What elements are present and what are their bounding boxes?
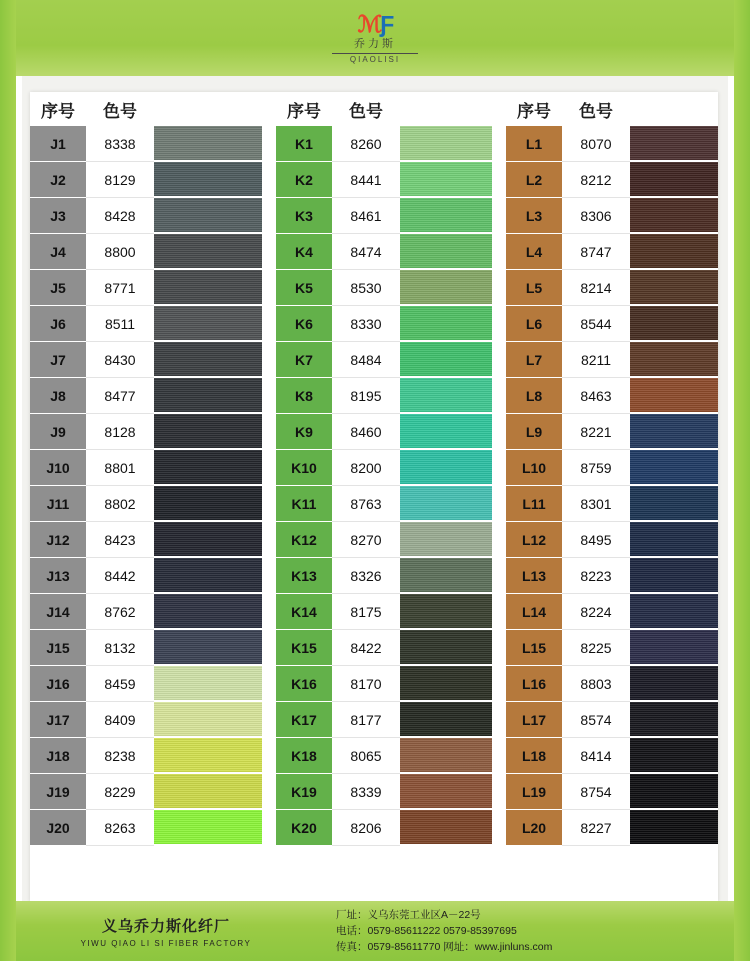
- cell-index: J3: [30, 198, 86, 234]
- logo-divider: [332, 53, 418, 54]
- swatch-columns: [30, 92, 718, 902]
- color-swatch: [630, 414, 718, 450]
- color-swatch: [154, 522, 262, 558]
- table-row[interactable]: [30, 558, 262, 594]
- color-swatch: [400, 378, 492, 414]
- table-row[interactable]: [276, 234, 492, 270]
- table-row[interactable]: [276, 702, 492, 738]
- column-j: [30, 92, 262, 902]
- color-swatch: [630, 630, 718, 666]
- table-row[interactable]: [506, 270, 718, 306]
- color-swatch: [154, 630, 262, 666]
- cell-index: J5: [30, 270, 86, 306]
- table-row[interactable]: [276, 162, 492, 198]
- cell-color-code: 8803: [562, 666, 630, 702]
- cell-index: L19: [506, 774, 562, 810]
- cell-index: L10: [506, 450, 562, 486]
- cell-color-code: 8461: [332, 198, 400, 234]
- cell-color-code: 8170: [332, 666, 400, 702]
- cell-index: L7: [506, 342, 562, 378]
- color-swatch: [154, 774, 262, 810]
- table-row[interactable]: [506, 126, 718, 162]
- color-swatch: [154, 450, 262, 486]
- cell-color-code: 8238: [86, 738, 154, 774]
- color-swatch: [400, 162, 492, 198]
- table-row[interactable]: [276, 126, 492, 162]
- table-row[interactable]: [30, 126, 262, 162]
- table-row[interactable]: [30, 378, 262, 414]
- cell-index: L18: [506, 738, 562, 774]
- table-row[interactable]: [276, 738, 492, 774]
- cell-color-code: 8132: [86, 630, 154, 666]
- cell-color-code: 8428: [86, 198, 154, 234]
- cell-color-code: 8460: [332, 414, 400, 450]
- table-row[interactable]: [30, 270, 262, 306]
- cell-color-code: 8762: [86, 594, 154, 630]
- table-row[interactable]: [276, 666, 492, 702]
- cell-color-code: 8200: [332, 450, 400, 486]
- table-row[interactable]: [506, 522, 718, 558]
- table-row[interactable]: [276, 198, 492, 234]
- cell-color-code: 8771: [86, 270, 154, 306]
- header-label-no: 序号: [517, 101, 551, 121]
- footer-company-en: YIWU QIAO LI SI FIBER FACTORY: [80, 938, 252, 948]
- header-band: [16, 0, 734, 76]
- color-swatch: [400, 702, 492, 738]
- color-swatch: [630, 774, 718, 810]
- table-row[interactable]: [506, 666, 718, 702]
- cell-color-code: 8802: [86, 486, 154, 522]
- cell-color-code: 8747: [562, 234, 630, 270]
- cell-color-code: 8544: [562, 306, 630, 342]
- cell-color-code: 8263: [86, 810, 154, 846]
- table-row[interactable]: [506, 630, 718, 666]
- table-row[interactable]: [506, 702, 718, 738]
- cell-index: K10: [276, 450, 332, 486]
- cell-index: J20: [30, 810, 86, 846]
- color-swatch: [630, 450, 718, 486]
- cell-color-code: 8270: [332, 522, 400, 558]
- cell-index: J9: [30, 414, 86, 450]
- column-gap: [492, 92, 506, 902]
- color-swatch: [154, 342, 262, 378]
- cell-color-code: 8225: [562, 630, 630, 666]
- color-swatch: [154, 234, 262, 270]
- color-swatch: [154, 378, 262, 414]
- color-swatch: [154, 666, 262, 702]
- cell-color-code: 8801: [86, 450, 154, 486]
- table-row[interactable]: [506, 486, 718, 522]
- cell-index: L5: [506, 270, 562, 306]
- color-swatch: [400, 198, 492, 234]
- cell-index: L13: [506, 558, 562, 594]
- color-swatch: [154, 486, 262, 522]
- cell-index: J14: [30, 594, 86, 630]
- footer-company-cn: 义乌乔力斯化纤厂: [101, 917, 230, 935]
- footer-phone: 电话：0579-85611222 0579-85397695: [336, 924, 517, 937]
- table-row[interactable]: [30, 522, 262, 558]
- table-row[interactable]: [506, 558, 718, 594]
- cell-color-code: 8339: [332, 774, 400, 810]
- cell-color-code: 8306: [562, 198, 630, 234]
- color-swatch: [154, 270, 262, 306]
- cell-index: K17: [276, 702, 332, 738]
- cell-index: L2: [506, 162, 562, 198]
- color-swatch: [400, 270, 492, 306]
- color-swatch: [630, 522, 718, 558]
- cell-index: L4: [506, 234, 562, 270]
- table-row[interactable]: [276, 270, 492, 306]
- color-swatch: [154, 594, 262, 630]
- table-row[interactable]: [506, 738, 718, 774]
- cell-color-code: 8511: [86, 306, 154, 342]
- color-swatch: [154, 810, 262, 846]
- logo-flame-icon: ℳƑ: [357, 10, 393, 37]
- color-swatch: [630, 270, 718, 306]
- table-row[interactable]: [30, 198, 262, 234]
- color-swatch: [400, 126, 492, 162]
- cell-index: J8: [30, 378, 86, 414]
- table-row[interactable]: [30, 594, 262, 630]
- table-row[interactable]: [30, 162, 262, 198]
- cell-color-code: 8754: [562, 774, 630, 810]
- cell-index: J13: [30, 558, 86, 594]
- table-row[interactable]: [276, 522, 492, 558]
- color-swatch: [154, 414, 262, 450]
- column-header-k: [276, 92, 492, 126]
- table-row[interactable]: [276, 630, 492, 666]
- cell-color-code: 8800: [86, 234, 154, 270]
- cell-index: K13: [276, 558, 332, 594]
- color-swatch: [400, 558, 492, 594]
- color-swatch: [630, 378, 718, 414]
- brand-name-en: QIAOLISI: [349, 54, 401, 64]
- table-row[interactable]: [30, 342, 262, 378]
- cell-index: K15: [276, 630, 332, 666]
- cell-index: K8: [276, 378, 332, 414]
- cell-color-code: 8128: [86, 414, 154, 450]
- table-row[interactable]: [506, 450, 718, 486]
- color-swatch: [400, 738, 492, 774]
- cell-color-code: 8338: [86, 126, 154, 162]
- cell-index: J2: [30, 162, 86, 198]
- cell-color-code: 8065: [332, 738, 400, 774]
- table-row[interactable]: [276, 774, 492, 810]
- table-row[interactable]: [30, 702, 262, 738]
- cell-index: L1: [506, 126, 562, 162]
- cell-index: L16: [506, 666, 562, 702]
- cell-color-code: 8070: [562, 126, 630, 162]
- table-row[interactable]: [506, 306, 718, 342]
- header-label-code: 色号: [103, 101, 137, 121]
- cell-color-code: 8477: [86, 378, 154, 414]
- brand-logo: [332, 10, 418, 64]
- color-swatch: [630, 198, 718, 234]
- color-swatch: [154, 702, 262, 738]
- cell-index: K12: [276, 522, 332, 558]
- cell-index: K4: [276, 234, 332, 270]
- color-swatch: [630, 810, 718, 846]
- cell-index: L8: [506, 378, 562, 414]
- table-row[interactable]: [30, 486, 262, 522]
- header-label-code: 色号: [349, 101, 383, 121]
- cell-index: K19: [276, 774, 332, 810]
- table-row[interactable]: [276, 486, 492, 522]
- color-swatch: [630, 666, 718, 702]
- color-swatch: [630, 486, 718, 522]
- footer-fax: 传真：0579-85611770 网址：www.jinluns.com: [336, 941, 553, 954]
- cell-index: K1: [276, 126, 332, 162]
- color-swatch: [400, 486, 492, 522]
- column-l: [506, 92, 718, 902]
- cell-color-code: 8326: [332, 558, 400, 594]
- cell-index: L20: [506, 810, 562, 846]
- table-row[interactable]: [506, 162, 718, 198]
- table-row[interactable]: [30, 630, 262, 666]
- cell-index: L15: [506, 630, 562, 666]
- color-swatch: [630, 594, 718, 630]
- cell-index: L11: [506, 486, 562, 522]
- cell-index: J11: [30, 486, 86, 522]
- footer-address: 厂址：义乌东莞工业区A－22号: [336, 908, 481, 921]
- cell-index: J10: [30, 450, 86, 486]
- color-swatch: [630, 702, 718, 738]
- cell-color-code: 8212: [562, 162, 630, 198]
- color-swatch: [400, 306, 492, 342]
- cell-index: J18: [30, 738, 86, 774]
- cell-index: K6: [276, 306, 332, 342]
- table-row[interactable]: [506, 234, 718, 270]
- color-swatch: [630, 306, 718, 342]
- column-header-l: [506, 92, 718, 126]
- table-row[interactable]: [276, 558, 492, 594]
- table-row[interactable]: [30, 738, 262, 774]
- column-gap: [262, 92, 276, 902]
- color-swatch: [154, 738, 262, 774]
- footer-band: [16, 901, 734, 961]
- table-row[interactable]: [276, 450, 492, 486]
- cell-color-code: 8441: [332, 162, 400, 198]
- cell-index: J7: [30, 342, 86, 378]
- cell-color-code: 8129: [86, 162, 154, 198]
- cell-index: J19: [30, 774, 86, 810]
- color-swatch: [400, 630, 492, 666]
- color-swatch: [630, 234, 718, 270]
- table-row[interactable]: [30, 774, 262, 810]
- cell-color-code: 8430: [86, 342, 154, 378]
- cell-color-code: 8175: [332, 594, 400, 630]
- table-row[interactable]: [506, 378, 718, 414]
- color-swatch: [630, 738, 718, 774]
- cell-color-code: 8330: [332, 306, 400, 342]
- cell-index: J6: [30, 306, 86, 342]
- table-row[interactable]: [276, 594, 492, 630]
- color-swatch: [630, 126, 718, 162]
- table-row[interactable]: [30, 306, 262, 342]
- table-row[interactable]: [276, 342, 492, 378]
- table-row[interactable]: [506, 810, 718, 846]
- cell-index: K14: [276, 594, 332, 630]
- color-swatch: [400, 522, 492, 558]
- color-swatch: [400, 234, 492, 270]
- cell-color-code: 8574: [562, 702, 630, 738]
- color-swatch: [154, 162, 262, 198]
- color-swatch: [400, 774, 492, 810]
- cell-color-code: 8211: [562, 342, 630, 378]
- brand-name-cn: 乔力斯: [354, 37, 396, 50]
- table-row[interactable]: [30, 666, 262, 702]
- cell-index: L14: [506, 594, 562, 630]
- table-row[interactable]: [30, 414, 262, 450]
- column-header-j: [30, 92, 262, 126]
- cell-index: K18: [276, 738, 332, 774]
- cell-index: L9: [506, 414, 562, 450]
- cell-color-code: 8422: [332, 630, 400, 666]
- cell-color-code: 8763: [332, 486, 400, 522]
- table-row[interactable]: [30, 450, 262, 486]
- table-row[interactable]: [506, 414, 718, 450]
- cell-color-code: 8463: [562, 378, 630, 414]
- cell-index: L17: [506, 702, 562, 738]
- left-green-edge: [0, 0, 16, 961]
- color-swatch: [154, 306, 262, 342]
- cell-color-code: 8229: [86, 774, 154, 810]
- cell-index: K5: [276, 270, 332, 306]
- cell-color-code: 8260: [332, 126, 400, 162]
- color-swatch: [400, 414, 492, 450]
- table-row[interactable]: [506, 342, 718, 378]
- color-swatch: [154, 558, 262, 594]
- color-swatch: [630, 342, 718, 378]
- footer-contact: [316, 907, 734, 956]
- cell-color-code: 8221: [562, 414, 630, 450]
- cell-color-code: 8223: [562, 558, 630, 594]
- table-row[interactable]: [276, 306, 492, 342]
- cell-index: J12: [30, 522, 86, 558]
- color-swatch: [630, 162, 718, 198]
- cell-index: K11: [276, 486, 332, 522]
- cell-index: K9: [276, 414, 332, 450]
- cell-color-code: 8214: [562, 270, 630, 306]
- color-swatch: [400, 810, 492, 846]
- cell-index: K2: [276, 162, 332, 198]
- cell-index: L12: [506, 522, 562, 558]
- table-row[interactable]: [30, 810, 262, 846]
- color-swatch: [154, 198, 262, 234]
- cell-color-code: 8495: [562, 522, 630, 558]
- cell-color-code: 8206: [332, 810, 400, 846]
- cell-color-code: 8442: [86, 558, 154, 594]
- cell-color-code: 8459: [86, 666, 154, 702]
- cell-index: K7: [276, 342, 332, 378]
- cell-color-code: 8301: [562, 486, 630, 522]
- cell-index: J17: [30, 702, 86, 738]
- table-row[interactable]: [506, 198, 718, 234]
- cell-color-code: 8530: [332, 270, 400, 306]
- cell-index: L6: [506, 306, 562, 342]
- table-row[interactable]: [276, 810, 492, 846]
- cell-index: J1: [30, 126, 86, 162]
- cell-index: K3: [276, 198, 332, 234]
- cell-index: J16: [30, 666, 86, 702]
- cell-index: K20: [276, 810, 332, 846]
- table-row[interactable]: [506, 774, 718, 810]
- color-swatch: [400, 666, 492, 702]
- cell-index: J15: [30, 630, 86, 666]
- table-row[interactable]: [506, 594, 718, 630]
- table-row[interactable]: [276, 414, 492, 450]
- cell-color-code: 8474: [332, 234, 400, 270]
- footer-company: [16, 915, 316, 948]
- right-green-edge: [734, 0, 750, 961]
- cell-color-code: 8423: [86, 522, 154, 558]
- color-swatch: [154, 126, 262, 162]
- cell-color-code: 8177: [332, 702, 400, 738]
- cell-color-code: 8409: [86, 702, 154, 738]
- cell-index: L3: [506, 198, 562, 234]
- header-label-no: 序号: [287, 101, 321, 121]
- cell-color-code: 8224: [562, 594, 630, 630]
- header-label-no: 序号: [41, 101, 75, 121]
- column-k: [276, 92, 492, 902]
- cell-color-code: 8414: [562, 738, 630, 774]
- cell-color-code: 8227: [562, 810, 630, 846]
- table-row[interactable]: [30, 234, 262, 270]
- color-swatch: [400, 342, 492, 378]
- header-label-code: 色号: [579, 101, 613, 121]
- color-swatch: [400, 594, 492, 630]
- table-row[interactable]: [276, 378, 492, 414]
- cell-color-code: 8484: [332, 342, 400, 378]
- cell-index: J4: [30, 234, 86, 270]
- cell-color-code: 8759: [562, 450, 630, 486]
- color-swatch: [400, 450, 492, 486]
- color-swatch: [630, 558, 718, 594]
- cell-index: K16: [276, 666, 332, 702]
- cell-color-code: 8195: [332, 378, 400, 414]
